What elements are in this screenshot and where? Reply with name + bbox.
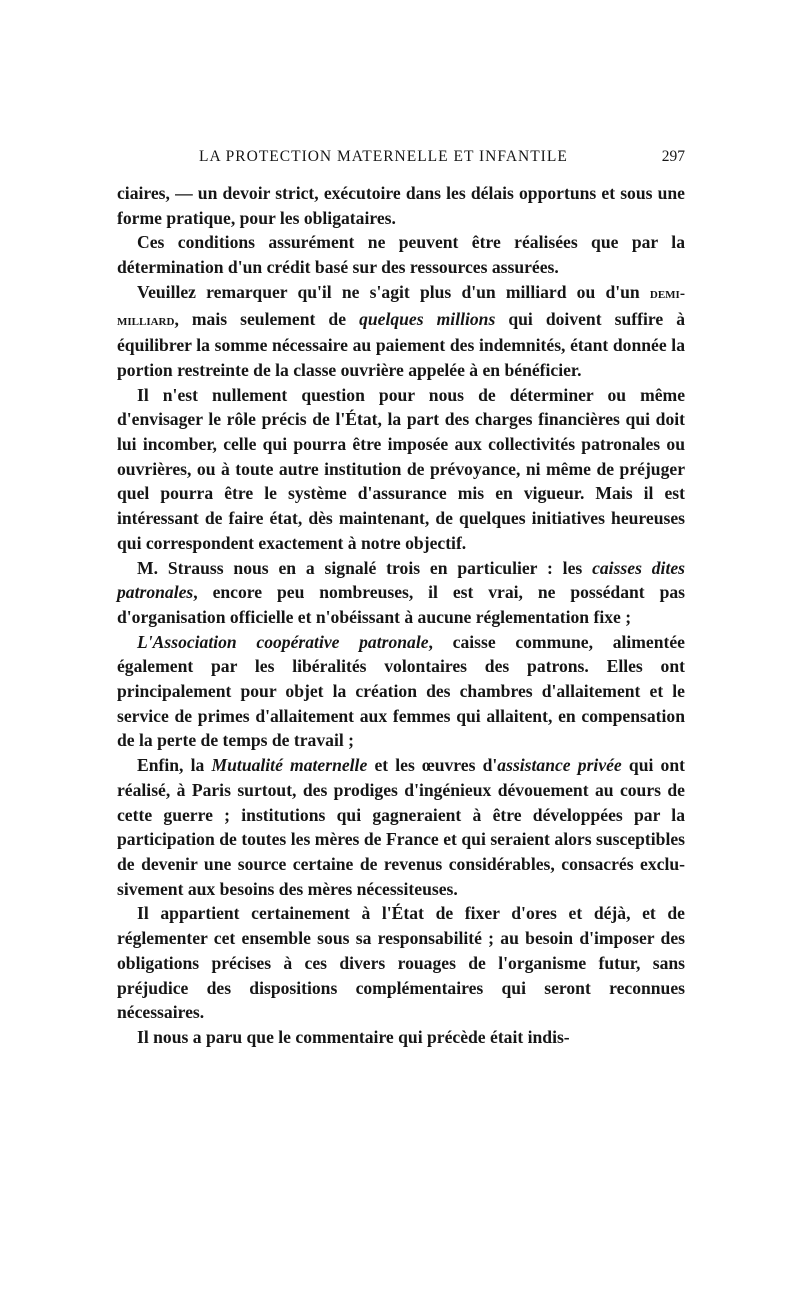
text-run: , encore peu nombreuses, il est vrai, ne possédant pas d'organisation officielle et n'obéissant à aucune réglementation fixe ; [117,582,685,627]
paragraph [117,280,685,383]
paragraph [117,630,685,754]
italic-run: assistance privée [497,755,622,776]
text-run: ciaires, — un devoir strict, exécutoire dans les délais opportuns et sous une forme pratique, pour les obligataires. [117,183,685,228]
text-run: M. Strauss nous en a signalé trois en particulier : les [137,557,593,578]
paragraph [117,753,685,901]
text-run: , mais seulement de [174,308,360,329]
paragraph [117,1025,685,1050]
text-run: qui doivent suffire à équilibrer la somme nécessaire au paiement des indemnités, étant donnée la portion restreinte de la classe ouvrière appelée à en bénéficier. [117,308,685,380]
text-run: Il n'est nullement question pour nous de déterminer ou même d'envisager le rôle précis de l'État, la part des charges financières qui doit lui incomber, celle qui pourra être imposée aux collectivités patronales ou ouvrières, ou à toute autre institution de prévoyance, ni même de préjuger quel pourra être le système d'assurance mis en vigueur. Mais il est intéressant de faire état, dès maintenant, de quelques initiatives heureuses qui correspondent exactement à notre objectif. [117,384,685,553]
body-text [117,181,685,1050]
text-run: qui ont réalisé, à Paris surtout, des prodiges d'ingénieux dévouement au cours de cette guerre ; institutions qui gagneraient à être développées par la participation de toutes les mères de France et qui seraient alors susceptibles de devenir une source certaine de revenus considérables, consacrés exclusivement aux besoins des mères nécessiteuses. [117,755,686,899]
text-run: Il appartient certainement à l'État de fixer d'ores et déjà, et de réglementer cet ensemble sous sa responsabilité ; au besoin d'imposer des obligations précises à ces divers rouages de l'organisme futur, sans préjudice des dispositions complémentaires qui seront reconnues nécessaires. [117,903,685,1023]
text-run: , caisse commune, alimentée également par les libéralités volontaires des patrons. Elles ont principalement pour objet la création des chambres d'allaitement et le service de primes d'allaitement aux femmes qui allaitent, en compensation de la perte de temps de travail ; [117,631,685,751]
book-page [117,146,685,1050]
text-run: et les œuvres d' [367,755,498,776]
paragraph [117,556,685,630]
italic-run: caisses dites patronales [117,557,685,603]
text-run: Ces conditions assurément ne peuvent être réalisées que par la détermination d'un crédit basé sur des ressources assurées. [117,232,685,278]
smallcaps-run: demi-milliard [117,284,685,329]
italic-run: L'Association coopérative patronale [137,631,429,652]
paragraph [117,901,685,1025]
paragraph [117,383,685,556]
text-run: Veuillez remarquer qu'il ne s'agit plus d'un milliard ou d'un [137,281,650,302]
running-title: LA PROTECTION MATERNELLE ET INFANTILE [199,148,568,165]
paragraph [117,181,685,230]
paragraph [117,230,685,279]
text-run: Enfin, la [137,755,212,776]
italic-run: quelques millions [359,308,496,329]
italic-run: Mutualité maternelle [211,755,368,776]
text-run: Il nous a paru que le commentaire qui précède était indis- [137,1026,570,1047]
page-number: 297 [661,148,685,165]
running-head [117,146,685,168]
